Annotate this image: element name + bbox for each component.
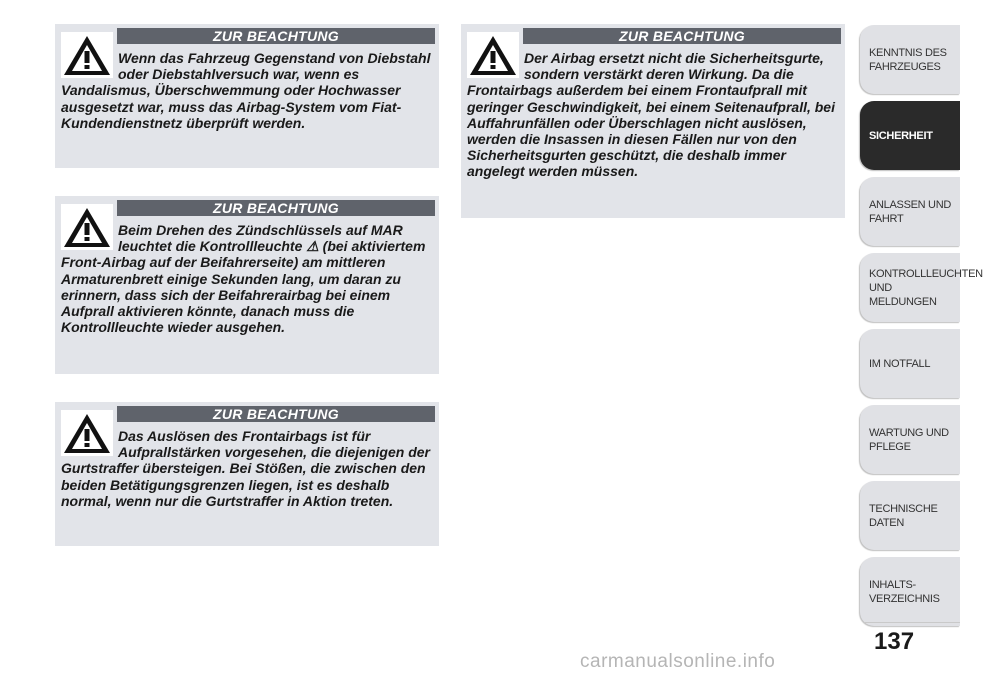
warning-box-frontairbag — [55, 402, 439, 546]
warning-header: ZUR BEACHTUNG — [117, 28, 435, 44]
warning-header: ZUR BEACHTUNG — [117, 406, 435, 422]
page-number: 137 — [874, 628, 915, 655]
warning-box-airbag-lamp — [55, 196, 439, 374]
tab-label: WARTUNG UND PFLEGE — [869, 426, 949, 453]
warning-text: Wenn das Fahrzeug Gegenstand von Diebstahl oder Diebstahlversuch war, wenn es Vandalismus, Überschwemmung oder Hochwasser ausgesetzt war, muss das Airbag-System vom Fiat-Kundendienstnetz überprüft werden. — [61, 50, 431, 131]
warning-text: Der Airbag ersetzt nicht die Sicherheitsgurte, sondern verstärkt deren Wirkung. Da die Frontairbags außerdem bei einem Frontaufprall mit geringer Geschwindigkeit, bei einem Seitenaufprall, bei Auffahrunfällen oder Überschlagen nicht auslösen, werden die Insassen in diesen Fällen nur von den Sicherheitsgurten geschützt, die deshalb immer angelegt werden müssen. — [467, 50, 835, 180]
divider — [864, 622, 960, 623]
warning-text: Beim Drehen des Zündschlüssels auf MAR leuchtet die Kontrollleuchte ⚠ (bei aktiviertem Front-Airbag auf der Beifahrerseite) am mittleren Armaturenbrett einige Sekunden lang, um daran zu erinnern, dass sich der Beifahrerairbag bei einem Aufprall aktivieren könnte, danach muss die Kontrollleuchte wieder ausgehen. — [61, 222, 426, 336]
tab-label: TECHNISCHE DATEN — [869, 502, 938, 529]
tab-kontrollleuchten[interactable] — [860, 253, 983, 322]
tab-sicherheit[interactable] — [860, 101, 960, 170]
tab-label: INHALTS- VERZEICHNIS — [869, 578, 940, 605]
tab-label: SICHERHEIT — [869, 129, 933, 142]
tab-anlassen-und-fahrt[interactable] — [860, 177, 960, 246]
tab-label: KENNTNIS DES FAHRZEUGES — [869, 46, 947, 73]
tab-im-notfall[interactable] — [860, 329, 960, 398]
warning-header: ZUR BEACHTUNG — [523, 28, 841, 44]
tab-technische-daten[interactable] — [860, 481, 960, 550]
tab-wartung-und-pflege[interactable] — [860, 405, 960, 474]
warning-box-theft — [55, 24, 439, 168]
warning-header: ZUR BEACHTUNG — [117, 200, 435, 216]
tab-kenntnis-des-fahrzeuges[interactable] — [860, 25, 960, 94]
warning-text: Das Auslösen des Frontairbags ist für Aufprallstärken vorgesehen, die diejenigen der Gurtstraffer übersteigen. Bei Stößen, die zwischen den beiden Betätigungsgrenzen liegen, ist es deshalb normal, wenn nur die Gurtstraffer in Aktion treten. — [61, 428, 430, 509]
warning-box-seatbelts — [461, 24, 845, 218]
tab-label: ANLASSEN UND FAHRT — [869, 198, 951, 225]
tab-label: IM NOTFALL — [869, 357, 931, 370]
watermark: carmanualsonline.info — [580, 651, 776, 672]
tab-inhaltsverzeichnis[interactable] — [860, 557, 960, 626]
tab-label: KONTROLLLEUCHTEN UND MELDUNGEN — [869, 267, 983, 308]
